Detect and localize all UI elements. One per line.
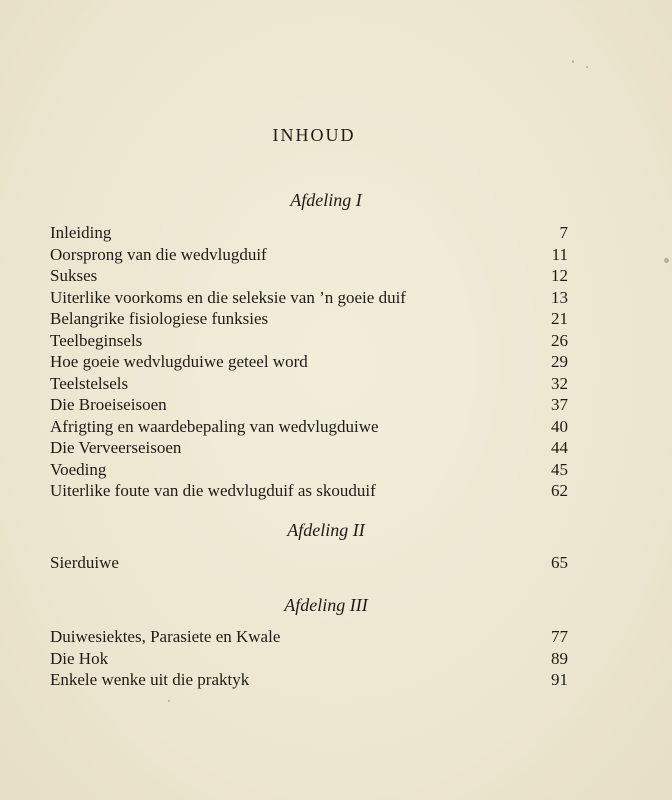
toc-entry-page: 37 xyxy=(551,395,568,414)
toc-entry-title: Hoe goeie wedvlugduiwe geteel word xyxy=(50,352,308,371)
toc-entry[interactable] xyxy=(50,394,568,416)
toc-list-afdeling-2 xyxy=(50,552,568,574)
toc-entry[interactable] xyxy=(50,308,568,330)
paper-speck xyxy=(168,700,170,702)
toc-entry-page: 91 xyxy=(551,670,568,689)
toc-entry[interactable] xyxy=(50,669,568,691)
paper-speck xyxy=(664,258,669,263)
toc-entry-title: Uiterlike foute van die wedvlugduif as skouduif xyxy=(50,481,376,500)
toc-entry-title: Afrigting en waardebepaling van wedvlugduiwe xyxy=(50,416,379,436)
toc-entry[interactable] xyxy=(50,459,568,481)
toc-entry[interactable] xyxy=(50,222,568,244)
toc-entry-page: 40 xyxy=(551,416,568,436)
toc-entry-page: 13 xyxy=(551,287,568,307)
toc-entry[interactable] xyxy=(50,351,568,373)
toc-entry-title: Sierduiwe xyxy=(50,553,119,572)
toc-entry-title: Die Hok xyxy=(50,648,109,668)
toc-entry-page: 29 xyxy=(551,352,568,371)
section-heading-afdeling-1: Afdeling I xyxy=(290,190,362,210)
toc-entry-page: 89 xyxy=(551,648,568,668)
toc-entry[interactable] xyxy=(50,416,568,438)
section-heading-afdeling-2: Afdeling II xyxy=(287,520,365,540)
toc-entry-title: Inleiding xyxy=(50,223,112,242)
toc-entry-title: Sukses xyxy=(50,266,98,285)
toc-entry-page: 62 xyxy=(551,481,568,500)
toc-entry-page: 7 xyxy=(559,223,568,242)
toc-entry[interactable] xyxy=(50,330,568,352)
toc-entry-page: 11 xyxy=(551,244,568,264)
toc-entry-title: Belangrike fisiologiese funksies xyxy=(50,309,269,328)
toc-entry-title: Teelstelsels xyxy=(50,373,129,393)
toc-list-afdeling-3 xyxy=(50,626,568,691)
toc-entry-title: Uiterlike voorkoms en die seleksie van ’n goeie duif xyxy=(50,287,406,307)
toc-entry-page: 45 xyxy=(551,459,568,479)
toc-list-afdeling-1 xyxy=(50,222,568,502)
toc-entry-title: Enkele wenke uit die praktyk xyxy=(50,670,250,689)
toc-entry-page: 12 xyxy=(551,266,568,285)
toc-entry-title: Die Broeiseisoen xyxy=(50,395,167,414)
toc-entry[interactable] xyxy=(50,648,568,670)
toc-entry-page: 32 xyxy=(551,373,568,393)
toc-entry-title: Duiwesiektes, Parasiete en Kwale xyxy=(50,627,281,646)
toc-entry[interactable] xyxy=(50,552,568,574)
toc-entry-page: 26 xyxy=(551,330,568,350)
toc-entry-page: 77 xyxy=(551,627,568,646)
toc-entry-page: 44 xyxy=(551,438,568,457)
toc-entry-title: Teelbeginsels xyxy=(50,330,143,350)
toc-entry-page: 21 xyxy=(551,309,568,328)
toc-entry-title: Oorsprong van die wedvlugduif xyxy=(50,244,267,264)
toc-entry-page: 65 xyxy=(551,553,568,572)
toc-entry[interactable] xyxy=(50,265,568,287)
toc-entry[interactable] xyxy=(50,626,568,648)
page-title: INHOUD xyxy=(272,125,356,145)
section-heading-afdeling-3: Afdeling III xyxy=(284,595,368,615)
toc-entry[interactable] xyxy=(50,437,568,459)
paper-speck xyxy=(586,66,588,68)
toc-entry-title: Die Verveerseisoen xyxy=(50,438,182,457)
toc-entry[interactable] xyxy=(50,244,568,266)
toc-entry[interactable] xyxy=(50,373,568,395)
toc-entry[interactable] xyxy=(50,480,568,502)
toc-entry[interactable] xyxy=(50,287,568,309)
paper-speck xyxy=(572,60,574,63)
toc-entry-title: Voeding xyxy=(50,459,107,479)
